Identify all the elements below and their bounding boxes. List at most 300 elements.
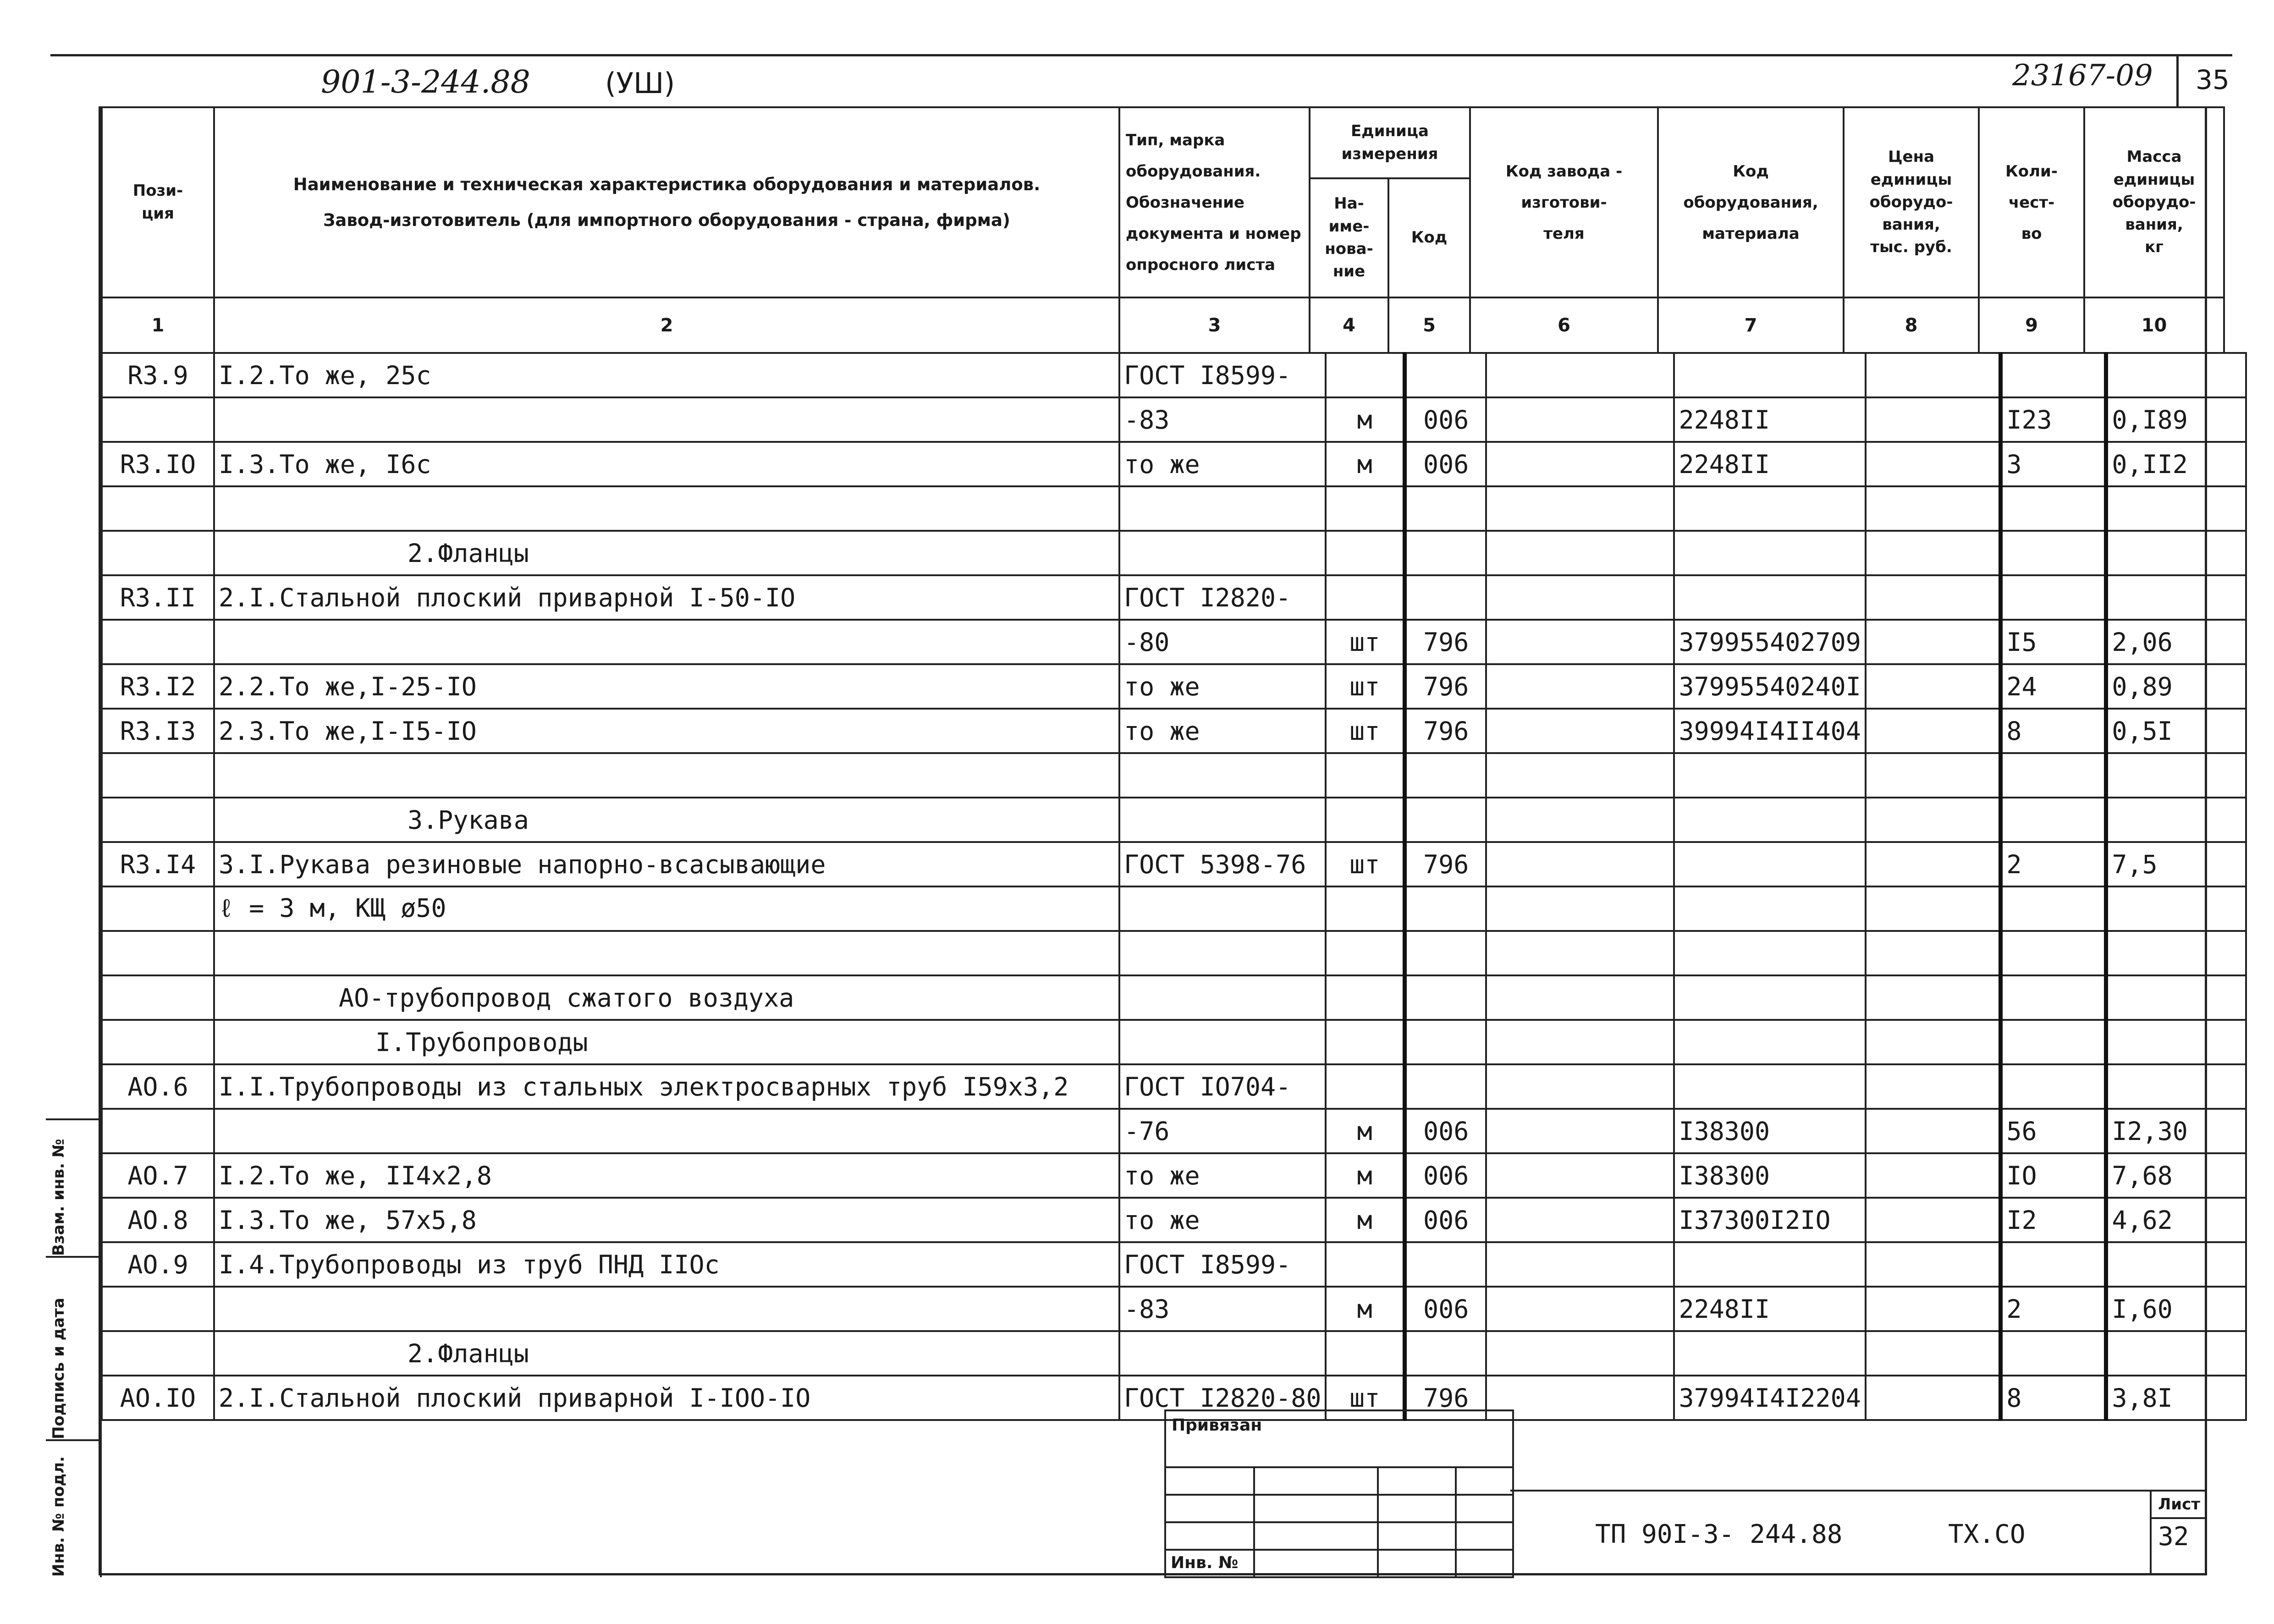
cell-factory-code — [1486, 1064, 1674, 1109]
cell-equip-code: 2248II — [1674, 1287, 1865, 1331]
cell-type — [1119, 531, 1326, 575]
col-price-header: Цена единицы оборудо- вания, тыс. руб. — [1844, 107, 1979, 297]
table-row — [102, 575, 2246, 620]
table-row — [102, 664, 2246, 709]
cell-qty: 2 — [2001, 842, 2106, 886]
cell-mass — [2106, 1331, 2246, 1376]
cell-unit: шт — [1326, 1376, 1404, 1420]
cell-pos: АО.8 — [102, 1198, 214, 1242]
cell-type: ГОСТ I2820- — [1119, 575, 1326, 620]
table-row — [102, 1020, 2246, 1064]
cell-unit-code: 006 — [1404, 397, 1486, 442]
cell-mass — [2106, 886, 2246, 931]
cell-name — [214, 798, 1119, 842]
cell-mass: 0,II2 — [2106, 442, 2246, 486]
cell-price — [1866, 442, 2001, 486]
cell-unit-code — [1404, 1064, 1486, 1109]
cell-price — [1866, 1331, 2001, 1376]
cell-price — [1866, 575, 2001, 620]
bound-label: Привязан — [1172, 1416, 1262, 1435]
cell-name: 2.2.То же,I-25-IO — [214, 664, 1119, 709]
table-row — [102, 753, 2246, 798]
cell-pos: АО.IO — [102, 1376, 214, 1420]
cell-qty: 24 — [2001, 664, 2106, 709]
cell-qty: 3 — [2001, 442, 2106, 486]
cell-qty: I2 — [2001, 1198, 2106, 1242]
col-unit-group-header: Единица измерения — [1310, 107, 1470, 178]
cell-price — [1866, 1242, 2001, 1287]
cell-pos — [102, 1020, 214, 1064]
cell-mass — [2106, 798, 2246, 842]
table-row — [102, 1064, 2246, 1109]
cell-unit — [1326, 486, 1404, 531]
side-stamp-divider — [46, 1439, 100, 1441]
cell-qty: 2 — [2001, 1287, 2106, 1331]
cell-type: то же — [1119, 664, 1326, 709]
cell-equip-code — [1674, 842, 1865, 886]
cell-qty: 8 — [2001, 709, 2106, 753]
cell-price — [1866, 709, 2001, 753]
bound-stamp — [1164, 1409, 1514, 1578]
cell-pos — [102, 486, 214, 531]
cell-type: ГОСТ IO704- — [1119, 1064, 1326, 1109]
table-row — [102, 620, 2246, 664]
cell-equip-code — [1674, 886, 1865, 931]
col-pos-header: Пози- ция — [102, 107, 214, 297]
cell-name: I.2.То же, 25с — [214, 353, 1119, 397]
top-frame-line — [50, 54, 2232, 56]
cell-type: -83 — [1119, 397, 1326, 442]
cell-factory-code — [1486, 1287, 1674, 1331]
cell-price — [1866, 1109, 2001, 1153]
cell-name — [214, 397, 1119, 442]
cell-pos: АО.7 — [102, 1153, 214, 1198]
cell-type: ГОСТ I2820-80 — [1119, 1376, 1326, 1420]
cell-unit: м — [1326, 1109, 1404, 1153]
sheet-code: ТХ.СО — [1948, 1519, 2026, 1549]
cell-pos — [102, 620, 214, 664]
cell-price — [1866, 1198, 2001, 1242]
sidebar-inv-repl: Взам. инв. № — [50, 1139, 68, 1256]
cell-unit: м — [1326, 1287, 1404, 1331]
sidebar-sign-date: Подпись и дата — [50, 1298, 68, 1439]
col-number: 6 — [1470, 297, 1658, 353]
table-row — [102, 1109, 2246, 1153]
cell-equip-code — [1674, 798, 1865, 842]
cell-unit-code — [1404, 798, 1486, 842]
cell-unit: шт — [1326, 620, 1404, 664]
cell-name: 3.I.Рукава резиновые напорно-всасывающие — [214, 842, 1119, 886]
cell-name: I.4.Трубопроводы из труб ПНД IIOс — [214, 1242, 1119, 1287]
cell-unit-code — [1404, 575, 1486, 620]
cell-equip-code: 2248II — [1674, 397, 1865, 442]
page-number: 35 — [2196, 64, 2230, 95]
cell-factory-code — [1486, 842, 1674, 886]
section-heading: АО-трубопровод сжатого воздуха — [339, 983, 794, 1013]
inv-label: Инв. № — [1171, 1553, 1239, 1572]
cell-pos — [102, 886, 214, 931]
table-row — [102, 842, 2246, 886]
cell-mass: 0,I89 — [2106, 397, 2246, 442]
right-frame-line — [2205, 106, 2207, 1575]
cell-unit-code — [1404, 886, 1486, 931]
table-row — [102, 486, 2246, 531]
cell-unit-code — [1404, 931, 1486, 975]
cell-pos — [102, 798, 214, 842]
table-row — [102, 397, 2246, 442]
specification-table — [101, 352, 2247, 1421]
page-number-box — [2176, 54, 2179, 107]
cell-name: I.3.То же, I6с — [214, 442, 1119, 486]
cell-unit-code: 796 — [1404, 842, 1486, 886]
cell-mass: I,60 — [2106, 1287, 2246, 1331]
cell-name: I.I.Трубопроводы из стальных электросварных труб I59х3,2 — [214, 1064, 1119, 1109]
cell-mass — [2106, 975, 2246, 1020]
cell-name: 2.I.Стальной плоский приварной I-IOO-IO — [214, 1376, 1119, 1420]
cell-unit — [1326, 798, 1404, 842]
col-type-header: Тип, марка оборудования. Обозначение документа и номер опросного листа — [1119, 107, 1310, 297]
col-unit-code-header: Код — [1388, 178, 1470, 297]
cell-equip-code — [1674, 931, 1865, 975]
cell-unit — [1326, 575, 1404, 620]
cell-price — [1866, 931, 2001, 975]
doc-code: 901-3-244.88 — [321, 64, 530, 100]
cell-equip-code: 37995540240I — [1674, 664, 1865, 709]
cell-type — [1119, 975, 1326, 1020]
cell-type — [1119, 886, 1326, 931]
cell-qty — [2001, 1064, 2106, 1109]
cell-name — [214, 1020, 1119, 1064]
cell-unit — [1326, 753, 1404, 798]
col-factory-code-header: Код завода - изготови- теля — [1470, 107, 1658, 297]
cell-mass — [2106, 753, 2246, 798]
cell-equip-code — [1674, 1331, 1865, 1376]
cell-unit-code — [1404, 753, 1486, 798]
bottom-frame-line — [99, 1573, 2207, 1575]
cell-factory-code — [1486, 1020, 1674, 1064]
cell-qty — [2001, 1242, 2106, 1287]
cell-factory-code — [1486, 575, 1674, 620]
cell-price — [1866, 798, 2001, 842]
cell-qty: I23 — [2001, 397, 2106, 442]
cell-price — [1866, 753, 2001, 798]
cell-qty — [2001, 531, 2106, 575]
cell-price — [1866, 1287, 2001, 1331]
cell-pos: АО.6 — [102, 1064, 214, 1109]
cell-equip-code — [1674, 353, 1865, 397]
cell-factory-code — [1486, 531, 1674, 575]
cell-unit: м — [1326, 397, 1404, 442]
cell-price — [1866, 1020, 2001, 1064]
cell-equip-code: I37300I2IO — [1674, 1198, 1865, 1242]
table-row — [102, 709, 2246, 753]
cell-pos: R3.I2 — [102, 664, 214, 709]
cell-type: -83 — [1119, 1287, 1326, 1331]
cell-unit: шт — [1326, 709, 1404, 753]
cell-factory-code — [1486, 886, 1674, 931]
cell-type: ГОСТ 5398-76 — [1119, 842, 1326, 886]
cell-unit: шт — [1326, 664, 1404, 709]
cell-unit: м — [1326, 1198, 1404, 1242]
column-number-row — [102, 297, 2224, 353]
cell-unit-code: 006 — [1404, 1287, 1486, 1331]
cell-qty — [2001, 575, 2106, 620]
cell-unit: шт — [1326, 842, 1404, 886]
cell-pos: R3.IO — [102, 442, 214, 486]
cell-factory-code — [1486, 442, 1674, 486]
cell-unit-code — [1404, 975, 1486, 1020]
cell-type: ГОСТ I8599- — [1119, 353, 1326, 397]
table-row — [102, 442, 2246, 486]
cell-pos — [102, 975, 214, 1020]
cell-qty: IO — [2001, 1153, 2106, 1198]
cell-type — [1119, 798, 1326, 842]
col-number: 2 — [214, 297, 1119, 353]
cell-price — [1866, 664, 2001, 709]
cell-mass: 4,62 — [2106, 1198, 2246, 1242]
cell-mass — [2106, 1064, 2246, 1109]
cell-price — [1866, 1064, 2001, 1109]
cell-qty — [2001, 486, 2106, 531]
col-unit-name-header: На- име- нова- ние — [1310, 178, 1388, 297]
cell-qty: I5 — [2001, 620, 2106, 664]
cell-type — [1119, 931, 1326, 975]
cell-qty: 56 — [2001, 1109, 2106, 1153]
cell-equip-code — [1674, 975, 1865, 1020]
cell-factory-code — [1486, 1242, 1674, 1287]
cell-factory-code — [1486, 931, 1674, 975]
cell-unit-code — [1404, 1242, 1486, 1287]
cell-qty — [2001, 975, 2106, 1020]
cell-equip-code: 37994I4I2204 — [1674, 1376, 1865, 1420]
archive-number: 23167-09 — [2012, 59, 2153, 93]
section-heading: I.Трубопроводы — [375, 1027, 588, 1057]
cell-mass: 7,68 — [2106, 1153, 2246, 1198]
cell-equip-code: 379955402709 — [1674, 620, 1865, 664]
cell-name — [214, 486, 1119, 531]
cell-qty — [2001, 798, 2106, 842]
cell-pos — [102, 1287, 214, 1331]
cell-equip-code — [1674, 531, 1865, 575]
cell-price — [1866, 486, 2001, 531]
cell-equip-code — [1674, 575, 1865, 620]
cell-equip-code — [1674, 1020, 1865, 1064]
cell-unit-code: 796 — [1404, 620, 1486, 664]
col-number: 3 — [1119, 297, 1310, 353]
col-mass-header: Масса единицы оборудо- вания, кг — [2084, 107, 2224, 297]
table-row — [102, 886, 2246, 931]
cell-mass: I2,30 — [2106, 1109, 2246, 1153]
cell-mass — [2106, 931, 2246, 975]
cell-mass: 2,06 — [2106, 620, 2246, 664]
cell-type: -76 — [1119, 1109, 1326, 1153]
cell-factory-code — [1486, 1331, 1674, 1376]
cell-type: то же — [1119, 1198, 1326, 1242]
cell-factory-code — [1486, 798, 1674, 842]
cell-mass — [2106, 353, 2246, 397]
cell-factory-code — [1486, 397, 1674, 442]
cell-unit — [1326, 1242, 1404, 1287]
cell-unit — [1326, 1020, 1404, 1064]
side-stamp-divider — [46, 1256, 100, 1258]
cell-factory-code — [1486, 353, 1674, 397]
table-row — [102, 1153, 2246, 1198]
cell-pos: R3.I4 — [102, 842, 214, 886]
cell-price — [1866, 531, 2001, 575]
cell-name — [214, 1331, 1119, 1376]
cell-factory-code — [1486, 664, 1674, 709]
cell-equip-code: I38300 — [1674, 1153, 1865, 1198]
header-table — [101, 106, 2225, 354]
cell-unit-code: 796 — [1404, 1376, 1486, 1420]
cell-type: то же — [1119, 1153, 1326, 1198]
cell-pos: R3.II — [102, 575, 214, 620]
cell-name — [214, 975, 1119, 1020]
cell-name — [214, 931, 1119, 975]
cell-unit-code — [1404, 1331, 1486, 1376]
sheet-number: 32 — [2158, 1522, 2189, 1552]
cell-price — [1866, 1153, 2001, 1198]
cell-factory-code — [1486, 1153, 1674, 1198]
cell-factory-code — [1486, 1109, 1674, 1153]
cell-type — [1119, 753, 1326, 798]
cell-factory-code — [1486, 975, 1674, 1020]
cell-type — [1119, 1020, 1326, 1064]
volume-label: (УШ) — [605, 66, 675, 100]
cell-mass — [2106, 575, 2246, 620]
cell-factory-code — [1486, 1376, 1674, 1420]
table-row — [102, 975, 2246, 1020]
cell-qty — [2001, 1331, 2106, 1376]
cell-pos — [102, 1109, 214, 1153]
cell-qty — [2001, 1020, 2106, 1064]
cell-mass: 3,8I — [2106, 1376, 2246, 1420]
cell-qty — [2001, 886, 2106, 931]
cell-pos — [102, 753, 214, 798]
cell-factory-code — [1486, 1198, 1674, 1242]
cell-name: I.3.То же, 57х5,8 — [214, 1198, 1119, 1242]
cell-qty — [2001, 931, 2106, 975]
cell-price — [1866, 886, 2001, 931]
cell-mass: 0,89 — [2106, 664, 2246, 709]
cell-unit-code: 006 — [1404, 442, 1486, 486]
cell-mass — [2106, 531, 2246, 575]
cell-pos — [102, 931, 214, 975]
cell-name — [214, 1287, 1119, 1331]
col-number: 7 — [1658, 297, 1844, 353]
cell-pos — [102, 397, 214, 442]
cell-type — [1119, 486, 1326, 531]
cell-unit: м — [1326, 1153, 1404, 1198]
cell-type: то же — [1119, 442, 1326, 486]
section-heading: 2.Фланцы — [407, 1338, 529, 1368]
sheet-label: Лист — [2158, 1495, 2200, 1514]
cell-factory-code — [1486, 753, 1674, 798]
cell-mass — [2106, 1242, 2246, 1287]
cell-mass — [2106, 1020, 2246, 1064]
cell-name — [214, 1109, 1119, 1153]
cell-equip-code — [1674, 486, 1865, 531]
designation: ТП 90I-3- 244.88 — [1595, 1519, 1843, 1549]
cell-price — [1866, 353, 2001, 397]
cell-factory-code — [1486, 709, 1674, 753]
cell-equip-code: 39994I4II404 — [1674, 709, 1865, 753]
cell-unit-code — [1404, 486, 1486, 531]
sheet-box — [2150, 1490, 2207, 1574]
cell-name: I.2.То же, II4х2,8 — [214, 1153, 1119, 1198]
cell-type: -80 — [1119, 620, 1326, 664]
cell-price — [1866, 975, 2001, 1020]
cell-pos — [102, 1331, 214, 1376]
section-heading: 2.Фланцы — [407, 538, 529, 568]
cell-pos: R3.I3 — [102, 709, 214, 753]
cell-unit-code: 006 — [1404, 1153, 1486, 1198]
cell-name — [214, 753, 1119, 798]
cell-name: 2.3.То же,I-I5-IO — [214, 709, 1119, 753]
cell-type: ГОСТ I8599- — [1119, 1242, 1326, 1287]
cell-qty — [2001, 753, 2106, 798]
cell-unit-code: 006 — [1404, 1198, 1486, 1242]
cell-price — [1866, 397, 2001, 442]
cell-mass: 7,5 — [2106, 842, 2246, 886]
cell-name: ℓ = 3 м, КЩ ø50 — [214, 886, 1119, 931]
cell-qty — [2001, 353, 2106, 397]
cell-equip-code — [1674, 1064, 1865, 1109]
cell-type — [1119, 1331, 1326, 1376]
table-row — [102, 353, 2246, 397]
cell-unit: м — [1326, 442, 1404, 486]
table-row — [102, 1198, 2246, 1242]
col-qty-header: Коли- чест- во — [1979, 107, 2084, 297]
table-row — [102, 531, 2246, 575]
col-number: 9 — [1979, 297, 2084, 353]
cell-equip-code — [1674, 1242, 1865, 1287]
cell-price — [1866, 620, 2001, 664]
sidebar-inv-orig: Инв. № подл. — [50, 1456, 68, 1577]
cell-mass: 0,5I — [2106, 709, 2246, 753]
table-row — [102, 1287, 2246, 1331]
cell-unit-code: 796 — [1404, 664, 1486, 709]
col-number: 5 — [1388, 297, 1470, 353]
col-equip-code-header: Код оборудования, материала — [1658, 107, 1844, 297]
cell-factory-code — [1486, 486, 1674, 531]
cell-unit-code: 006 — [1404, 1109, 1486, 1153]
cell-name — [214, 531, 1119, 575]
cell-type: то же — [1119, 709, 1326, 753]
cell-unit — [1326, 531, 1404, 575]
title-block-line — [1510, 1490, 2207, 1492]
col-number: 8 — [1844, 297, 1979, 353]
cell-price — [1866, 842, 2001, 886]
cell-factory-code — [1486, 620, 1674, 664]
col-number: 10 — [2084, 297, 2224, 353]
cell-equip-code: I38300 — [1674, 1109, 1865, 1153]
cell-unit — [1326, 1064, 1404, 1109]
cell-name — [214, 620, 1119, 664]
col-number: 1 — [102, 297, 214, 353]
table-row — [102, 1331, 2246, 1376]
cell-mass — [2106, 486, 2246, 531]
cell-unit-code — [1404, 353, 1486, 397]
col-name-header: Наименование и техническая характеристика оборудования и материалов. Завод-изготовитель (для импортного оборудования - страна, фирма) — [214, 107, 1119, 297]
cell-pos: АО.9 — [102, 1242, 214, 1287]
cell-qty: 8 — [2001, 1376, 2106, 1420]
cell-unit — [1326, 1331, 1404, 1376]
col-number: 4 — [1310, 297, 1388, 353]
cell-pos — [102, 531, 214, 575]
cell-price — [1866, 1376, 2001, 1420]
cell-equip-code: 2248II — [1674, 442, 1865, 486]
